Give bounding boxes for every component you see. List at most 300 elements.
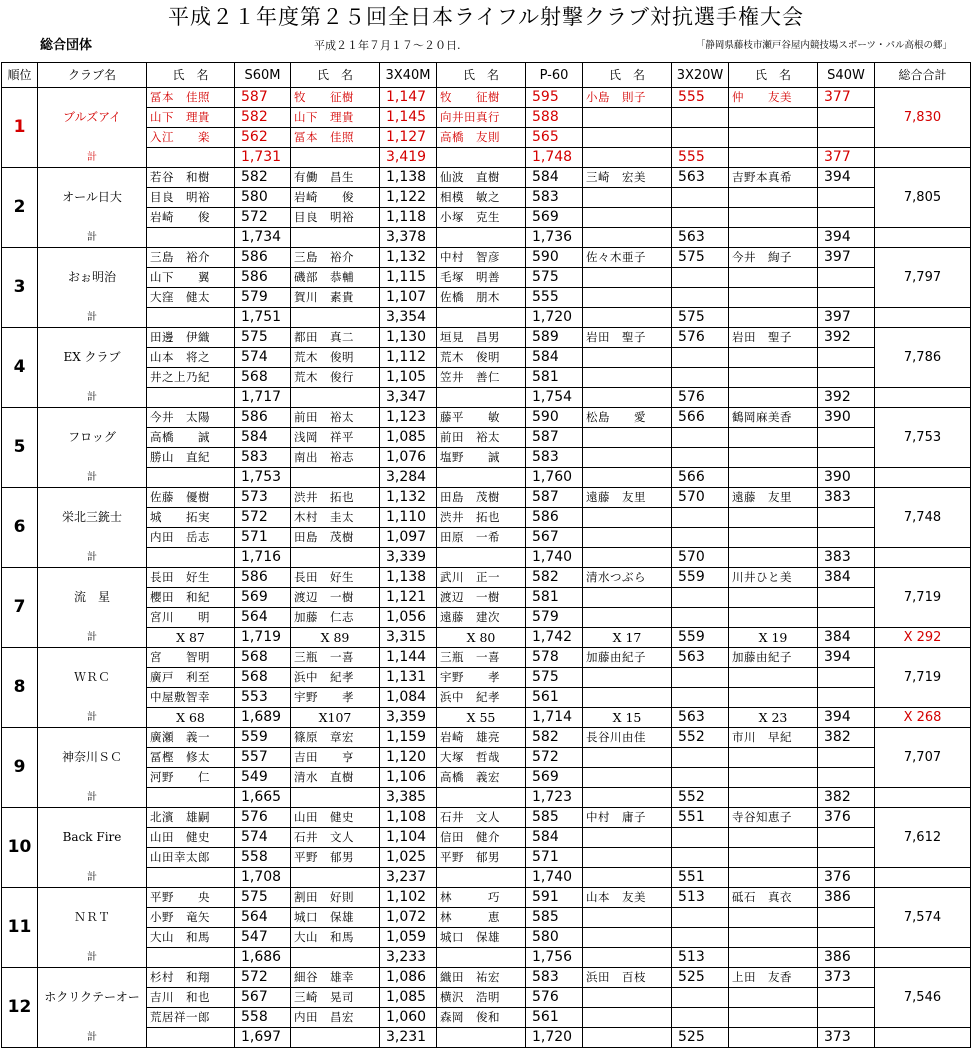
score-cell: 525 <box>672 968 729 988</box>
table-row <box>2 348 971 368</box>
score-cell <box>672 588 729 608</box>
score-cell <box>672 608 729 628</box>
shooter-name: 三島 裕介 <box>147 248 235 268</box>
shooter-name: 佐々木亜子 <box>583 248 672 268</box>
shooter-name: 高橋 義宏 <box>437 768 526 788</box>
score-cell: 570 <box>672 488 729 508</box>
shooter-name <box>583 348 672 368</box>
shooter-name <box>729 908 818 928</box>
rank-cell: 8 <box>2 648 38 728</box>
x-count <box>437 788 526 808</box>
subtotal-score: 1,760 <box>526 468 583 488</box>
shooter-name: 渋井 拓也 <box>291 488 380 508</box>
subtotal-label: 計 <box>38 868 147 888</box>
x-count <box>729 1028 818 1048</box>
column-header: クラブ名 <box>38 63 147 88</box>
subtotal-row <box>2 708 971 728</box>
score-cell <box>818 348 875 368</box>
subtotal-label: 計 <box>38 228 147 248</box>
shooter-name <box>729 128 818 148</box>
subtotal-score: 1,731 <box>235 148 291 168</box>
shooter-name: 今井 太陽 <box>147 408 235 428</box>
column-header: 氏 名 <box>583 63 672 88</box>
subtotal-score: 3,419 <box>380 148 437 168</box>
shooter-name <box>729 268 818 288</box>
subtotal-score: 377 <box>818 148 875 168</box>
score-cell: 585 <box>526 908 583 928</box>
subtotal-score: 1,740 <box>526 548 583 568</box>
shooter-name: 目良 明裕 <box>291 208 380 228</box>
score-cell: 576 <box>672 328 729 348</box>
subtotal-score: 1,742 <box>526 628 583 648</box>
score-cell: 549 <box>235 768 291 788</box>
shooter-name: 渋井 拓也 <box>437 508 526 528</box>
shooter-name: 佐藤 優樹 <box>147 488 235 508</box>
score-cell: 386 <box>818 888 875 908</box>
shooter-name <box>583 768 672 788</box>
shooter-name: 長谷川由佳 <box>583 728 672 748</box>
x-count: X 68 <box>147 708 235 728</box>
shooter-name: 寺谷知恵子 <box>729 808 818 828</box>
subtotal-row <box>2 388 971 408</box>
shooter-name: 大山 和馬 <box>147 928 235 948</box>
shooter-name <box>583 688 672 708</box>
rank-cell: 5 <box>2 408 38 488</box>
subtotal-score: 1,734 <box>235 228 291 248</box>
shooter-name: 磯部 恭輔 <box>291 268 380 288</box>
x-count: X 55 <box>437 708 526 728</box>
shooter-name: 中屋敷智幸 <box>147 688 235 708</box>
shooter-name: 大塚 哲哉 <box>437 748 526 768</box>
subtotal-score: 386 <box>818 948 875 968</box>
shooter-name <box>729 528 818 548</box>
table-row <box>2 528 971 548</box>
table-row <box>2 128 971 148</box>
table-row <box>2 88 971 108</box>
score-cell: 587 <box>526 428 583 448</box>
score-cell <box>818 448 875 468</box>
score-cell: 590 <box>526 408 583 428</box>
shooter-name: 平野 郁男 <box>437 848 526 868</box>
club-name: ブルズアイ <box>38 88 147 148</box>
score-cell: 563 <box>672 168 729 188</box>
shooter-name: 遠藤 建次 <box>437 608 526 628</box>
x-count <box>583 388 672 408</box>
shooter-name: 杉村 和翔 <box>147 968 235 988</box>
x-count <box>729 948 818 968</box>
subtotal-score: 1,714 <box>526 708 583 728</box>
subtotal-score: 575 <box>672 308 729 328</box>
column-header: 順位 <box>2 63 38 88</box>
shooter-name: 冨本 佳照 <box>291 128 380 148</box>
score-cell: 581 <box>526 368 583 388</box>
shooter-name: 三崎 宏美 <box>583 168 672 188</box>
score-cell: 377 <box>818 88 875 108</box>
club-name: フロッグ <box>38 408 147 468</box>
x-count <box>147 1028 235 1048</box>
subtotal-row <box>2 1028 971 1048</box>
x-count: X 23 <box>729 708 818 728</box>
shooter-name: 目良 明裕 <box>147 188 235 208</box>
team-total: 7,574 <box>875 888 971 948</box>
shooter-name: 仲 友美 <box>729 88 818 108</box>
table-row <box>2 568 971 588</box>
score-cell: 579 <box>526 608 583 628</box>
team-total: 7,612 <box>875 808 971 868</box>
shooter-name: 遠藤 友里 <box>729 488 818 508</box>
shooter-name: 平野 央 <box>147 888 235 908</box>
shooter-name: 鶴岡麻美香 <box>729 408 818 428</box>
shooter-name <box>583 108 672 128</box>
score-cell <box>672 188 729 208</box>
total-x-count <box>875 308 971 328</box>
table-row <box>2 808 971 828</box>
shooter-name: 渡辺 一樹 <box>291 588 380 608</box>
subtotal-row <box>2 148 971 168</box>
score-cell: 1,122 <box>380 188 437 208</box>
shooter-name: 三崎 晃司 <box>291 988 380 1008</box>
shooter-name: 廣瀬 義一 <box>147 728 235 748</box>
results-table <box>1 62 971 1048</box>
shooter-name: 山下 翼 <box>147 268 235 288</box>
column-header: 氏 名 <box>147 63 235 88</box>
subtotal-score: 1,717 <box>235 388 291 408</box>
subtotal-score: 376 <box>818 868 875 888</box>
x-count <box>147 948 235 968</box>
score-cell: 568 <box>235 368 291 388</box>
score-cell: 1,159 <box>380 728 437 748</box>
shooter-name: 石井 文人 <box>437 808 526 828</box>
table-row <box>2 288 971 308</box>
team-total: 7,805 <box>875 168 971 228</box>
shooter-name: 塩野 誠 <box>437 448 526 468</box>
subtotal-score: 3,385 <box>380 788 437 808</box>
score-cell <box>818 768 875 788</box>
team-total: 7,707 <box>875 728 971 788</box>
table-row <box>2 488 971 508</box>
rank-cell: 4 <box>2 328 38 408</box>
shooter-name: 櫻田 和紀 <box>147 588 235 608</box>
x-count <box>583 788 672 808</box>
team-total: 7,830 <box>875 88 971 148</box>
score-cell <box>818 908 875 928</box>
shooter-name: 山田 健史 <box>291 808 380 828</box>
subtotal-score: 1,756 <box>526 948 583 968</box>
event-date: 平成２１年７月１７～２０日. <box>314 39 461 52</box>
team-total: 7,748 <box>875 488 971 548</box>
score-cell: 559 <box>672 568 729 588</box>
table-row <box>2 408 971 428</box>
subtotal-label: 計 <box>38 708 147 728</box>
table-row <box>2 888 971 908</box>
subtotal-score: 563 <box>672 228 729 248</box>
score-cell: 561 <box>526 1008 583 1028</box>
x-count <box>729 868 818 888</box>
shooter-name: 長田 好生 <box>291 568 380 588</box>
club-name: ＷＲＣ <box>38 648 147 708</box>
table-row <box>2 208 971 228</box>
subtotal-score: 1,720 <box>526 308 583 328</box>
score-cell: 392 <box>818 328 875 348</box>
score-cell: 382 <box>818 728 875 748</box>
shooter-name: 大山 和馬 <box>291 928 380 948</box>
score-cell: 590 <box>526 248 583 268</box>
x-count <box>729 148 818 168</box>
score-cell: 1,059 <box>380 928 437 948</box>
score-cell: 1,118 <box>380 208 437 228</box>
x-count <box>583 148 672 168</box>
subtotal-score: 525 <box>672 1028 729 1048</box>
score-cell: 1,138 <box>380 168 437 188</box>
score-cell: 1,127 <box>380 128 437 148</box>
score-cell <box>672 928 729 948</box>
team-total: 7,786 <box>875 328 971 388</box>
shooter-name <box>583 528 672 548</box>
shooter-name: 加藤由紀子 <box>729 648 818 668</box>
subtotal-score: 394 <box>818 708 875 728</box>
score-cell: 575 <box>672 248 729 268</box>
score-cell: 571 <box>526 848 583 868</box>
shooter-name: 山田 健史 <box>147 828 235 848</box>
x-count <box>291 1028 380 1048</box>
shooter-name <box>583 748 672 768</box>
shooter-name: 勝山 直紀 <box>147 448 235 468</box>
team-total: 7,797 <box>875 248 971 308</box>
shooter-name <box>583 508 672 528</box>
score-cell: 562 <box>235 128 291 148</box>
shooter-name: 森岡 俊和 <box>437 1008 526 1028</box>
shooter-name: 中村 智彦 <box>437 248 526 268</box>
shooter-name: 城口 保雄 <box>291 908 380 928</box>
shooter-name: 前田 裕太 <box>437 428 526 448</box>
x-count <box>291 468 380 488</box>
subtotal-row <box>2 468 971 488</box>
shooter-name: 宇野 孝 <box>437 668 526 688</box>
shooter-name: 佐橋 朋木 <box>437 288 526 308</box>
x-count: X 80 <box>437 628 526 648</box>
score-cell: 373 <box>818 968 875 988</box>
score-cell: 584 <box>526 828 583 848</box>
subtotal-score: 397 <box>818 308 875 328</box>
shooter-name: 割田 好則 <box>291 888 380 908</box>
shooter-name <box>729 288 818 308</box>
score-cell: 575 <box>235 328 291 348</box>
x-count <box>147 548 235 568</box>
shooter-name: 宮川 明 <box>147 608 235 628</box>
x-count <box>291 148 380 168</box>
score-cell: 561 <box>526 688 583 708</box>
shooter-name: 牧 征樹 <box>291 88 380 108</box>
subtotal-score: 3,237 <box>380 868 437 888</box>
shooter-name: 清水 直樹 <box>291 768 380 788</box>
shooter-name: 前田 裕太 <box>291 408 380 428</box>
shooter-name: 今井 絢子 <box>729 248 818 268</box>
subtotal-score: 1,753 <box>235 468 291 488</box>
table-row <box>2 688 971 708</box>
score-cell: 569 <box>526 768 583 788</box>
club-name: EX クラブ <box>38 328 147 388</box>
shooter-name <box>729 928 818 948</box>
subtotal-score: 3,233 <box>380 948 437 968</box>
subtotal-score: 1,720 <box>526 1028 583 1048</box>
score-cell <box>818 1008 875 1028</box>
score-cell: 1,106 <box>380 768 437 788</box>
score-cell <box>672 368 729 388</box>
score-cell: 574 <box>235 348 291 368</box>
shooter-name: 城 拓実 <box>147 508 235 528</box>
score-cell: 552 <box>672 728 729 748</box>
table-row <box>2 988 971 1008</box>
score-cell: 1,097 <box>380 528 437 548</box>
x-count <box>583 1028 672 1048</box>
score-cell: 558 <box>235 848 291 868</box>
score-cell: 586 <box>235 568 291 588</box>
score-cell: 576 <box>235 808 291 828</box>
score-cell: 572 <box>235 968 291 988</box>
shooter-name <box>583 668 672 688</box>
shooter-name <box>583 188 672 208</box>
shooter-name: 林 巧 <box>437 888 526 908</box>
score-cell: 559 <box>235 728 291 748</box>
shooter-name: 岩田 聖子 <box>729 328 818 348</box>
shooter-name <box>583 448 672 468</box>
x-count <box>291 788 380 808</box>
score-cell <box>672 208 729 228</box>
score-cell: 586 <box>526 508 583 528</box>
score-cell: 575 <box>526 268 583 288</box>
shooter-name: 石井 文人 <box>291 828 380 848</box>
shooter-name: 仙波 直樹 <box>437 168 526 188</box>
subtotal-label: 計 <box>38 948 147 968</box>
rank-cell: 2 <box>2 168 38 248</box>
x-count <box>291 548 380 568</box>
shooter-name: 高橋 誠 <box>147 428 235 448</box>
score-cell <box>672 428 729 448</box>
x-count <box>729 468 818 488</box>
subtotal-label: 計 <box>38 388 147 408</box>
x-count <box>729 788 818 808</box>
shooter-name <box>729 108 818 128</box>
score-cell: 1,131 <box>380 668 437 688</box>
score-cell <box>672 288 729 308</box>
shooter-name <box>729 608 818 628</box>
shooter-name: 吉野本真希 <box>729 168 818 188</box>
shooter-name: 細谷 雄幸 <box>291 968 380 988</box>
table-row <box>2 768 971 788</box>
x-count <box>291 868 380 888</box>
club-name: 流 星 <box>38 568 147 628</box>
score-cell <box>672 128 729 148</box>
score-cell: 583 <box>235 448 291 468</box>
score-cell: 558 <box>235 1008 291 1028</box>
shooter-name: 若谷 和樹 <box>147 168 235 188</box>
x-count <box>583 468 672 488</box>
subtotal-score: 566 <box>672 468 729 488</box>
score-cell: 513 <box>672 888 729 908</box>
rank-cell: 10 <box>2 808 38 888</box>
shooter-name <box>729 188 818 208</box>
score-cell <box>672 268 729 288</box>
score-cell <box>672 848 729 868</box>
team-total: 7,546 <box>875 968 971 1028</box>
shooter-name: 冨樫 修太 <box>147 748 235 768</box>
shooter-name: 向井田真行 <box>437 108 526 128</box>
score-cell: 575 <box>235 888 291 908</box>
table-row <box>2 908 971 928</box>
subtotal-score: 3,231 <box>380 1028 437 1048</box>
shooter-name: 岩崎 雄亮 <box>437 728 526 748</box>
score-cell <box>672 768 729 788</box>
total-x-count <box>875 148 971 168</box>
score-cell <box>672 348 729 368</box>
score-cell <box>672 528 729 548</box>
subtotal-score: 1,689 <box>235 708 291 728</box>
score-cell: 595 <box>526 88 583 108</box>
subtotal-score: 3,347 <box>380 388 437 408</box>
table-row <box>2 268 971 288</box>
x-count <box>437 548 526 568</box>
shooter-name <box>583 1008 672 1028</box>
subtotal-score: 1,751 <box>235 308 291 328</box>
shooter-name <box>583 928 672 948</box>
score-cell <box>818 188 875 208</box>
total-x-count <box>875 948 971 968</box>
subtotal-score: 384 <box>818 628 875 648</box>
club-name: おぉ明治 <box>38 248 147 308</box>
score-cell <box>672 1008 729 1028</box>
score-cell: 1,085 <box>380 988 437 1008</box>
table-row <box>2 588 971 608</box>
shooter-name <box>729 428 818 448</box>
score-cell: 1,138 <box>380 568 437 588</box>
x-count: X 87 <box>147 628 235 648</box>
column-header: S40W <box>818 63 875 88</box>
table-row <box>2 168 971 188</box>
shooter-name: 大窪 健太 <box>147 288 235 308</box>
score-cell: 1,132 <box>380 488 437 508</box>
shooter-name: 相模 敏之 <box>437 188 526 208</box>
score-cell <box>818 288 875 308</box>
score-cell: 572 <box>235 508 291 528</box>
subtotal-score: 383 <box>818 548 875 568</box>
subtotal-score: 1,708 <box>235 868 291 888</box>
subtotal-score: 1,716 <box>235 548 291 568</box>
subtotal-score: 390 <box>818 468 875 488</box>
club-name: オール日大 <box>38 168 147 228</box>
subtotal-score: 3,339 <box>380 548 437 568</box>
total-x-count <box>875 548 971 568</box>
score-cell <box>818 128 875 148</box>
score-cell: 583 <box>526 188 583 208</box>
score-cell: 1,145 <box>380 108 437 128</box>
column-header: 氏 名 <box>437 63 526 88</box>
shooter-name: 加藤由紀子 <box>583 648 672 668</box>
shooter-name <box>729 1008 818 1028</box>
score-cell: 1,085 <box>380 428 437 448</box>
score-cell <box>818 928 875 948</box>
score-cell <box>818 988 875 1008</box>
column-header: 氏 名 <box>729 63 818 88</box>
x-count: X107 <box>291 708 380 728</box>
score-cell: 564 <box>235 608 291 628</box>
score-cell: 574 <box>235 828 291 848</box>
table-row <box>2 248 971 268</box>
shooter-name <box>729 368 818 388</box>
x-count <box>437 388 526 408</box>
shooter-name: 吉川 和也 <box>147 988 235 1008</box>
table-row <box>2 508 971 528</box>
shooter-name <box>729 508 818 528</box>
